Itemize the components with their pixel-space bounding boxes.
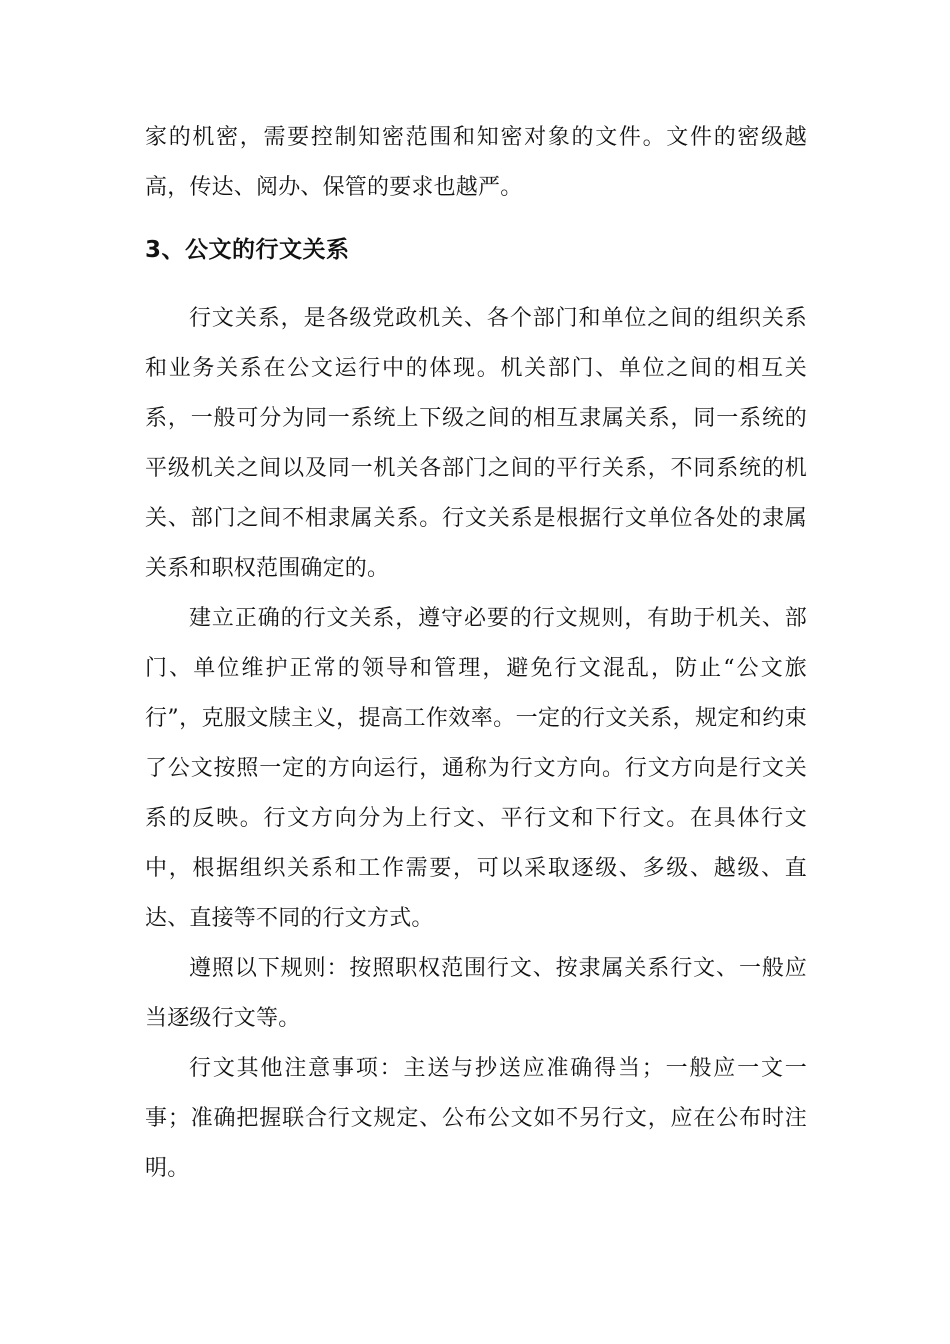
section-heading: 3、公文的行文关系 xyxy=(145,237,350,263)
paragraph-relations-direction: 建立正确的行文关系，遵守必要的行文规则，有助于机关、部门、单位维护正常的领导和管理，避免行文混乱，防止“公文旅行”，克服文牍主义，提高工作效率。一定的行文关系，规定和约束了公文按照一定的方向运行，通称为行文方向。行文方向是行文关系的反映。行文方向分为上行文、平行文和下行文。在具体行文中，根据组织关系和工作需要，可以采取逐级、多级、越级、直达、直接等不同的行文方式。 xyxy=(145,606,807,931)
paragraph-relations-definition: 行文关系，是各级党政机关、各个部门和单位之间的组织关系和业务关系在公文运行中的体现。机关部门、单位之间的相互关系，一般可分为同一系统上下级之间的相互隶属关系，同一系统的平级机关之间以及同一机关各部门之间的平行关系，不同系统的机关、部门之间不相隶属关系。行文关系是根据行文单位各处的隶属关系和职权范围确定的。 xyxy=(145,306,807,581)
continuation-paragraph: 家的机密，需要控制知密范围和知密对象的文件。文件的密级越高，传达、阅办、保管的要求也越严。 xyxy=(145,125,807,200)
document-body xyxy=(145,113,807,1194)
paragraph-rules: 遵照以下规则：按照职权范围行文、按隶属关系行文、一般应当逐级行文等。 xyxy=(145,956,807,1031)
paragraph-notes: 行文其他注意事项：主送与抄送应准确得当；一般应一文一事；准确把握联合行文规定、公布公文如不另行文，应在公布时注明。 xyxy=(145,1056,807,1181)
